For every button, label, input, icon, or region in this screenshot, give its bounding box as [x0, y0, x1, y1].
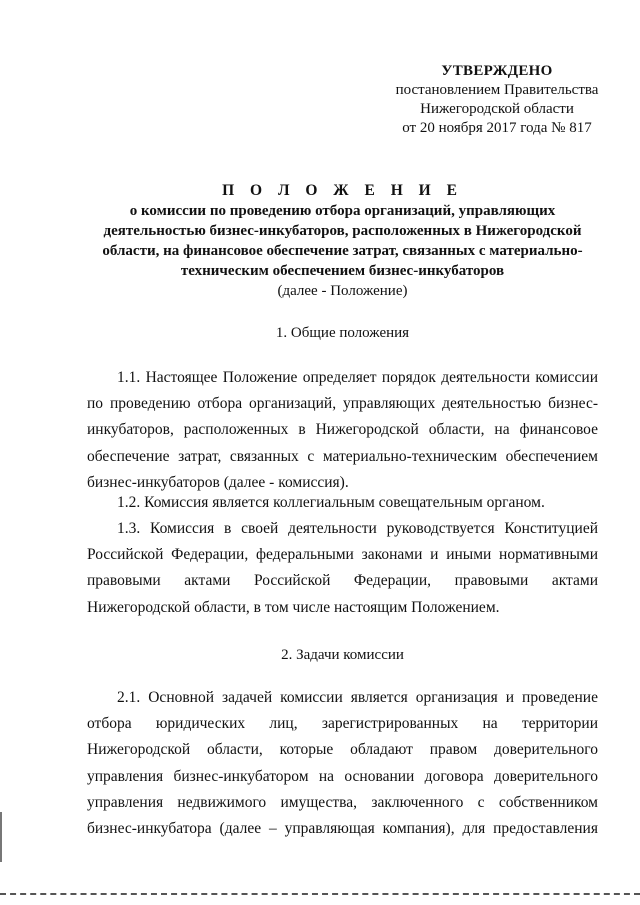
scan-edge-mark — [0, 812, 2, 862]
approval-line-3: от 20 ноября 2017 года № 817 — [402, 120, 592, 136]
approval-line-1: постановлением Правительства — [395, 82, 599, 98]
approval-heading: УТВЕРЖДЕНО — [441, 63, 553, 79]
paragraph-1-2: 1.2. Комиссия является коллегиальным совещательным органом. — [117, 494, 545, 511]
document-subtitle: о комиссии по проведению отбора организаций, управляющих деятельностью бизнес-инкубаторов, расположенных в Нижегородской области, на финансовое обеспечение затрат, связанных с материально-техническим обеспечением бизнес-инкубаторов — [102, 203, 583, 279]
paragraph-1-1: 1.1. Настоящее Положение определяет порядок деятельности комиссии по проведению отбора организаций, управляющих деятельностью бизнес-инкубаторов, расположенных в Нижегородской области, на финансовое обеспечение затрат, связанных с материально-техническим обеспечением бизнес-инкубаторов (далее - комиссия). — [87, 369, 598, 491]
approval-stamp — [372, 62, 622, 138]
document-title: П О Л О Ж Е Н И Е — [222, 182, 463, 199]
approval-line-2: Нижегородской области — [420, 101, 574, 117]
section-heading-tasks: 2. Задачи комиссии — [281, 647, 404, 663]
paragraph-2-1: 2.1. Основной задачей комиссии является организация и проведение отбора юридических лиц, зарегистрированных на территории Нижегородской области, которые обладают правом доверительного управления бизнес-инкубатором на основании договора доверительного управления недвижимого имущества, заключенного с собственником бизнес-инкубатора (далее – управляющая компания), для предоставления — [87, 689, 598, 838]
page-bottom-edge — [0, 893, 640, 895]
section-heading-general: 1. Общие положения — [275, 325, 410, 341]
paragraph-1-3: 1.3. Комиссия в своей деятельности руководствуется Конституцией Российской Федерации, федеральными законами и иными нормативными правовыми актами Российской Федерации, правовыми актами Нижегородской области, в том числе настоящим Положением. — [87, 520, 598, 616]
document-title-block — [80, 181, 605, 301]
document-short-name: (далее - Положение) — [277, 283, 408, 299]
